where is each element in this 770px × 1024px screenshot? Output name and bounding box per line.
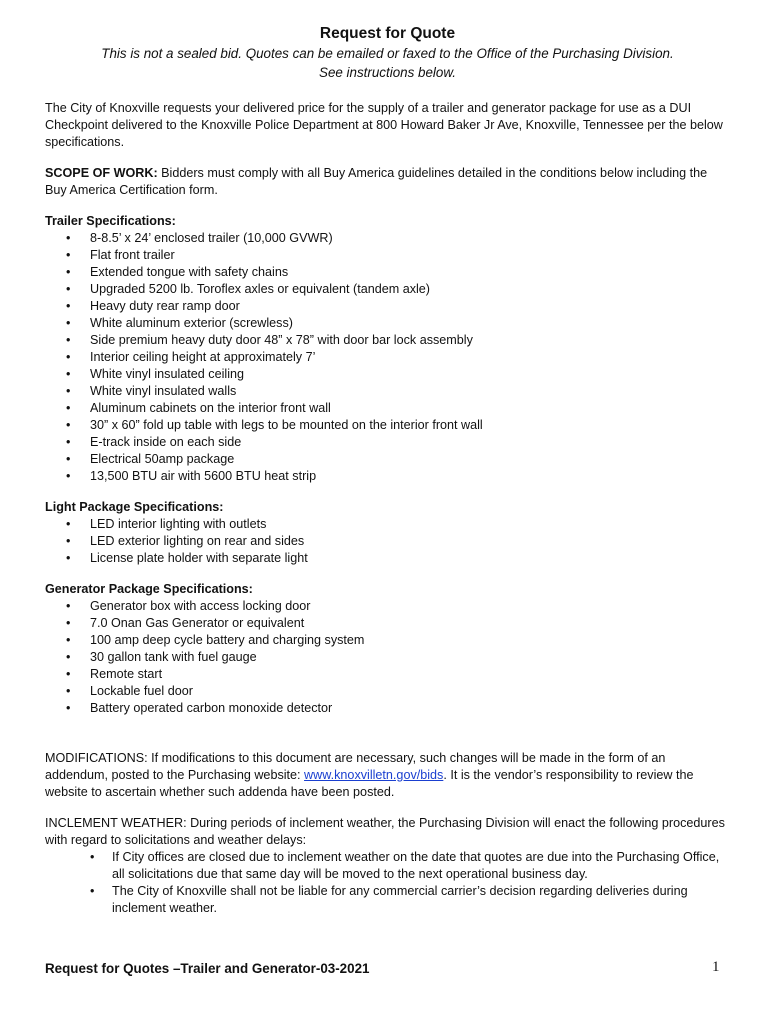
page-title: Request for Quote <box>319 25 456 42</box>
light-specs-heading: Light Package Specifications: <box>45 500 224 514</box>
trailer-spec-item: • White vinyl insulated ceiling <box>45 366 730 383</box>
trailer-spec-item: • White vinyl insulated walls <box>45 383 730 400</box>
trailer-spec-item: • 8-8.5’ x 24’ enclosed trailer (10,000 GVWR) <box>45 230 730 247</box>
inclement-weather-paragraph: INCLEMENT WEATHER: During periods of inclement weather, the Purchasing Division will enact the following procedures with regard to solicitations and weather delays: <box>45 816 725 847</box>
trailer-spec-item: • Electrical 50amp package <box>45 451 730 468</box>
purchasing-website-link[interactable]: www.knoxvilletn.gov/bids <box>304 768 444 782</box>
weather-procedures-list <box>45 849 730 917</box>
light-spec-item: • LED exterior lighting on rear and sides <box>45 533 730 550</box>
generator-specs-heading: Generator Package Specifications: <box>45 582 253 596</box>
light-specs-list <box>45 516 730 567</box>
subtitle-line-2: See instructions below. <box>319 65 456 80</box>
trailer-spec-item: • Upgraded 5200 lb. Toroflex axles or equivalent (tandem axle) <box>45 281 730 298</box>
weather-procedure-item: • If City offices are closed due to inclement weather on the date that quotes are due into the Purchasing Office, all solicitations due that same day will be moved to the next operational business day. <box>45 849 730 883</box>
trailer-spec-item: • Side premium heavy duty door 48” x 78” with door bar lock assembly <box>45 332 730 349</box>
subtitle-line-1: This is not a sealed bid. Quotes can be emailed or faxed to the Office of the Purchasing Division. <box>101 46 674 61</box>
generator-specs-list <box>45 598 730 717</box>
footer-title: Request for Quotes –Trailer and Generator-03-2021 <box>45 961 370 976</box>
trailer-spec-item: • Extended tongue with safety chains <box>45 264 730 281</box>
trailer-specs-heading: Trailer Specifications: <box>45 214 176 228</box>
trailer-spec-item: • 13,500 BTU air with 5600 BTU heat strip <box>45 468 730 485</box>
modifications-paragraph <box>45 750 730 801</box>
weather-procedure-item: • The City of Knoxville shall not be liable for any commercial carrier’s decision regarding deliveries during inclement weather. <box>45 883 730 917</box>
trailer-spec-item: • 30” x 60” fold up table with legs to be mounted on the interior front wall <box>45 417 730 434</box>
generator-spec-item: • 30 gallon tank with fuel gauge <box>45 649 730 666</box>
modifications-text-after: . It is the vendor’s responsibility to review the website to ascertain whether such addenda have been posted. <box>45 768 694 799</box>
trailer-spec-item: • Aluminum cabinets on the interior front wall <box>45 400 730 417</box>
scope-of-work <box>45 165 730 199</box>
scope-text: Bidders must comply with all Buy America guidelines detailed in the conditions below including the Buy America Certification form. <box>45 166 708 197</box>
light-spec-item: • LED interior lighting with outlets <box>45 516 730 533</box>
trailer-spec-item: • White aluminum exterior (screwless) <box>45 315 730 332</box>
modifications-text-before: MODIFICATIONS: If modifications to this document are necessary, such changes will be made in the form of an addendum, posted to the Purchasing website: <box>45 751 666 782</box>
scope-label: SCOPE OF WORK: <box>45 166 158 180</box>
trailer-spec-item: • E-track inside on each side <box>45 434 730 451</box>
generator-spec-item: • Generator box with access locking door <box>45 598 730 615</box>
trailer-spec-item: • Interior ceiling height at approximately 7’ <box>45 349 730 366</box>
generator-spec-item: • Battery operated carbon monoxide detector <box>45 700 730 717</box>
light-spec-item: • License plate holder with separate light <box>45 550 730 567</box>
generator-spec-item: • Remote start <box>45 666 730 683</box>
trailer-specs-list <box>45 230 730 485</box>
generator-spec-item: • 7.0 Onan Gas Generator or equivalent <box>45 615 730 632</box>
page-number: 1 <box>712 959 720 975</box>
generator-spec-item: • 100 amp deep cycle battery and charging system <box>45 632 730 649</box>
trailer-spec-item: • Flat front trailer <box>45 247 730 264</box>
trailer-spec-item: • Heavy duty rear ramp door <box>45 298 730 315</box>
generator-spec-item: • Lockable fuel door <box>45 683 730 700</box>
intro-paragraph: The City of Knoxville requests your delivered price for the supply of a trailer and generator package for use as a DUI Checkpoint delivered to the Knoxville Police Department at 800 Howard Baker Jr Ave, Knoxville, Tennessee per the below specifications. <box>45 101 723 149</box>
document-page <box>45 24 730 917</box>
